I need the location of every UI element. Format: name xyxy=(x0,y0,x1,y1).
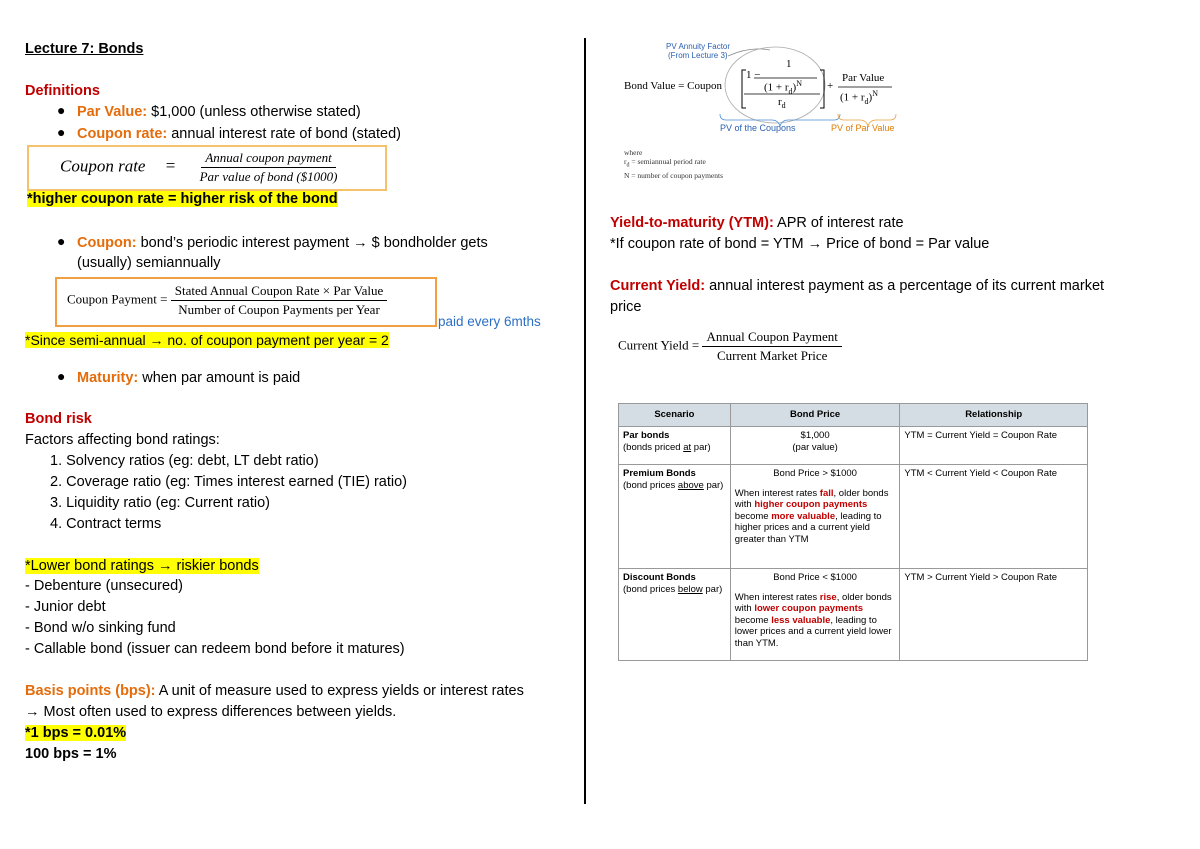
bullet-icon: ● xyxy=(57,124,66,140)
bps-note-1: *1 bps = 0.01% xyxy=(25,725,127,741)
risk-item: - Bond w/o sinking fund xyxy=(25,620,176,636)
pv-par-label: PV of Par Value xyxy=(831,123,895,133)
relationship-cell: YTM = Current Yield = Coupon Rate xyxy=(900,427,1088,465)
bullet-icon: ● xyxy=(57,102,66,118)
bv-lhs: Bond Value = Coupon xyxy=(624,80,722,92)
par-value-text: $1,000 (unless otherwise stated) xyxy=(147,104,361,120)
formula-num: Annual coupon payment xyxy=(201,150,335,168)
coupon-rate-note: *higher coupon rate = higher risk of the bond xyxy=(27,191,338,207)
bv-one-minus: 1 − xyxy=(746,69,761,81)
coupon-line-2: (usually) semiannually xyxy=(77,255,221,271)
table-header-row xyxy=(619,404,1088,427)
cy-term: Current Yield: xyxy=(610,278,706,294)
ytm-text: APR of interest rate xyxy=(773,215,904,231)
scenario-cell: Discount Bonds (bond prices below par) xyxy=(619,569,731,661)
bv-par-den: $(1 + r_d)^N$ xyxy=(840,89,878,106)
bps-term: Basis points (bps): xyxy=(25,683,156,699)
risk-item: - Debenture (unsecured) xyxy=(25,578,183,594)
column-divider xyxy=(584,38,586,804)
price-cell: Bond Price < $1000 When interest rates rise, older bonds with lower coupon payments become less valuable, leading to lower prices and a current yield lower than YTM. xyxy=(730,569,900,661)
formula-lhs: Coupon rate xyxy=(60,156,146,176)
scenario-cell: Par bonds (bonds priced at par) xyxy=(619,427,731,465)
cp-den: Number of Coupon Payments per Year xyxy=(178,302,380,317)
par-value-term: Par Value: xyxy=(77,104,148,120)
lower-ratings-note: *Lower bond ratings → riskier bonds xyxy=(25,558,259,574)
bps-line-2: → Most often used to express differences between yields. xyxy=(25,704,397,720)
factor-item: 1. Solvency ratios (eg: debt, LT debt ratio) xyxy=(50,453,319,469)
relationship-cell: YTM < Current Yield < Coupon Rate xyxy=(900,465,1088,569)
bps-text: A unit of measure used to express yields or interest rates xyxy=(155,683,524,699)
factor-item: 3. Liquidity ratio (eg: Current ratio) xyxy=(50,495,271,511)
coupon-rate-term: Coupon rate: xyxy=(77,126,168,142)
table-row xyxy=(619,569,1088,661)
bv-rd: $r_d$ xyxy=(778,96,786,111)
maturity-line xyxy=(77,369,300,387)
bullet-icon: ● xyxy=(57,368,66,384)
coupon-term: Coupon: xyxy=(77,235,137,251)
ytm-term: Yield-to-maturity (YTM): xyxy=(610,215,774,231)
formula-den: Par value of bond ($1000) xyxy=(199,169,338,184)
cy-lhs: Current Yield = xyxy=(618,337,700,353)
price-cell: Bond Price > $1000 When interest rates fall, older bonds with higher coupon payments become more valuable, leading to higher prices and a current yield greater than YTM xyxy=(730,465,900,569)
paid-note: paid every 6mths xyxy=(438,314,541,329)
cp-num: Stated Annual Coupon Rate × Par Value xyxy=(171,283,388,301)
bv-inner-den: $(1 + r_d)^N$ xyxy=(764,79,802,96)
factor-item: 4. Contract terms xyxy=(50,516,162,532)
formula-eq: = xyxy=(165,156,176,176)
annuity-label: PV Annuity Factor xyxy=(666,42,731,51)
table-row xyxy=(619,465,1088,569)
coupon-text: bond’s periodic interest payment → $ bondholder gets xyxy=(136,235,488,251)
definitions-heading: Definitions xyxy=(25,83,100,99)
cy-den: Current Market Price xyxy=(716,348,828,363)
header-bond-price: Bond Price xyxy=(730,404,900,427)
current-yield-line-2: price xyxy=(610,299,642,315)
pv-coupons-label: PV of the Coupons xyxy=(720,123,796,133)
risk-item: - Junior debt xyxy=(25,599,106,615)
header-scenario: Scenario xyxy=(619,404,731,427)
factor-item: 2. Coverage ratio (eg: Times interest earned (TIE) ratio) xyxy=(50,474,408,490)
table-row xyxy=(619,427,1088,465)
bv-one: 1 xyxy=(786,58,792,70)
cy-num: Annual Coupon Payment xyxy=(702,329,841,347)
maturity-term: Maturity: xyxy=(77,370,139,386)
coupon-line xyxy=(77,234,488,252)
ytm-line xyxy=(610,214,904,232)
bv-plus: + xyxy=(827,80,834,92)
bps-note-2: 100 bps = 1% xyxy=(25,746,117,762)
semi-annual-note: *Since semi-annual → no. of coupon payment per year = 2 xyxy=(25,332,389,348)
price-cell: $1,000 (par value) xyxy=(730,427,900,465)
header-relationship: Relationship xyxy=(900,404,1088,427)
cy-text: annual interest payment as a percentage of its current market xyxy=(705,278,1105,294)
factors-heading: Factors affecting bond ratings: xyxy=(25,432,220,448)
current-yield-line xyxy=(610,277,1104,295)
coupon-rate-line xyxy=(77,125,401,143)
bond-risk-heading: Bond risk xyxy=(25,411,92,427)
coupon-rate-text: annual interest rate of bond (stated) xyxy=(167,126,401,142)
where-block: where $r_d$ = semiannual period rate N = number of coupon payments xyxy=(624,148,724,180)
risk-item: - Callable bond (issuer can redeem bond before it matures) xyxy=(25,641,405,657)
coupon-payment-formula xyxy=(67,283,387,318)
current-yield-formula xyxy=(618,329,842,364)
bps-line xyxy=(25,682,524,700)
ytm-note: *If coupon rate of bond = YTM → Price of bond = Par value xyxy=(610,236,990,252)
par-value-line xyxy=(77,103,361,121)
coupon-rate-formula xyxy=(60,150,342,185)
bullet-icon: ● xyxy=(57,233,66,249)
cp-lhs: Coupon Payment = xyxy=(67,291,168,307)
lecture-title: Lecture 7: Bonds xyxy=(25,41,144,57)
maturity-text: when par amount is paid xyxy=(138,370,301,386)
relationship-cell: YTM > Current Yield > Coupon Rate xyxy=(900,569,1088,661)
bond-value-formula xyxy=(620,40,920,180)
scenario-cell: Premium Bonds (bond prices above par) xyxy=(619,465,731,569)
annuity-sub: (From Lecture 3) xyxy=(668,51,728,60)
scenario-table xyxy=(618,403,1088,661)
bv-par-num: Par Value xyxy=(842,72,885,84)
